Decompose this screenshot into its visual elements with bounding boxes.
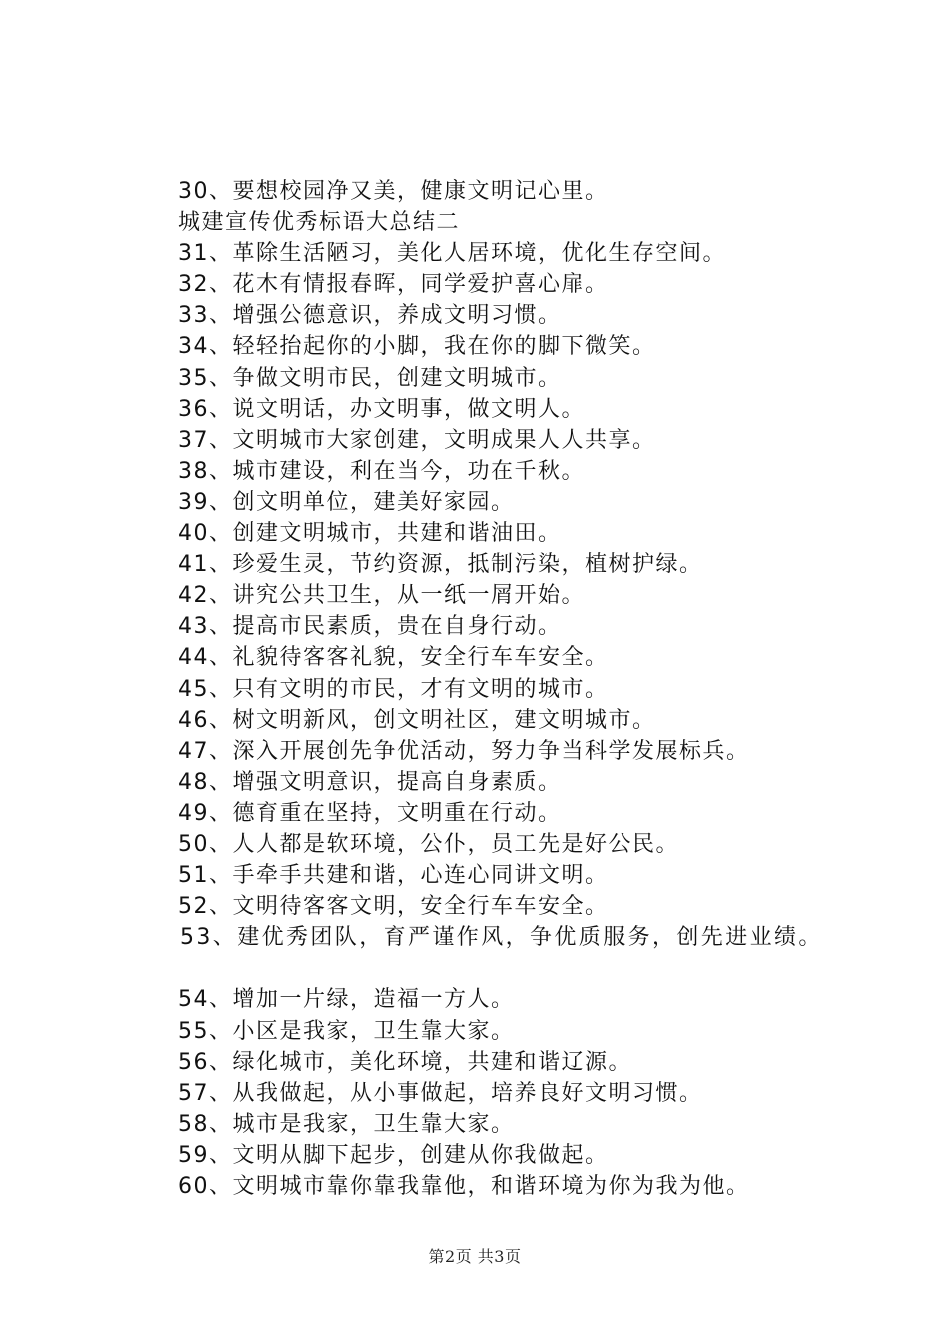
text-line-52: 52、文明待客客文明，安全行车车安全。 [178,894,609,920]
text-line-51: 51、手牵手共建和谐，心连心同讲文明。 [178,863,609,889]
text-line-40: 40、创建文明城市，共建和谐油田。 [178,521,562,547]
text-line-33: 33、增强公德意识，养成文明习惯。 [178,303,562,329]
text-line-57: 57、从我做起，从小事做起，培养良好文明习惯。 [178,1080,703,1106]
text-line-49: 49、德育重在坚持，文明重在行动。 [178,800,562,826]
document-body [178,176,918,1202]
text-line-48: 48、增强文明意识，提高自身素质。 [178,769,562,795]
text-line-35: 35、争做文明市民，创建文明城市。 [178,365,562,391]
text-line-39: 39、创文明单位，建美好家园。 [178,489,515,515]
text-line-47: 47、深入开展创先争优活动，努力争当科学发展标兵。 [178,738,750,764]
text-line-53: 53、建优秀团队，育严谨作风，争优质服务，创先进业绩。 [180,925,823,951]
text-line-32: 32、花木有情报春晖，同学爱护喜心扉。 [178,272,609,298]
text-line-50: 50、人人都是软环境，公仆，员工先是好公民。 [178,831,679,857]
text-line-58: 58、城市是我家，卫生靠大家。 [178,1111,515,1137]
text-line-54: 54、增加一片绿，造福一方人。 [178,987,515,1013]
text-line-55: 55、小区是我家，卫生靠大家。 [178,1018,515,1044]
blank-line [178,953,918,984]
text-line-43: 43、提高市民素质，贵在自身行动。 [178,614,562,640]
text-line-41: 41、珍爱生灵，节约资源，抵制污染，植树护绿。 [178,552,703,578]
text-line-59: 59、文明从脚下起步，创建从你我做起。 [178,1142,609,1168]
text-line-42: 42、讲究公共卫生，从一纸一屑开始。 [178,583,585,609]
text-line-60: 60、文明城市靠你靠我靠他，和谐环境为你为我为他。 [178,1174,750,1199]
section-heading: 城建宣传优秀标语大总结二 [178,210,461,236]
text-line-31: 31、革除生活陋习，美化人居环境，优化生存空间。 [178,241,726,267]
text-line-44: 44、礼貌待客客礼貌，安全行车车安全。 [178,645,609,671]
text-line-36: 36、说文明话，办文明事，做文明人。 [178,396,585,422]
text-line-37: 37、文明城市大家创建，文明成果人人共享。 [178,427,656,453]
text-line-30: 30、要想校园净又美，健康文明记心里。 [178,179,609,204]
text-line-45: 45、只有文明的市民，才有文明的城市。 [178,676,609,702]
text-line-38: 38、城市建设，利在当今，功在千秋。 [178,458,585,484]
page-number-footer: 第2页 共3页 [428,1247,522,1266]
text-line-34: 34、轻轻抬起你的小脚，我在你的脚下微笑。 [178,334,656,360]
text-line-56: 56、绿化城市，美化环境，共建和谐辽源。 [178,1049,632,1075]
text-line-46: 46、树文明新风，创文明社区，建文明城市。 [178,707,656,733]
